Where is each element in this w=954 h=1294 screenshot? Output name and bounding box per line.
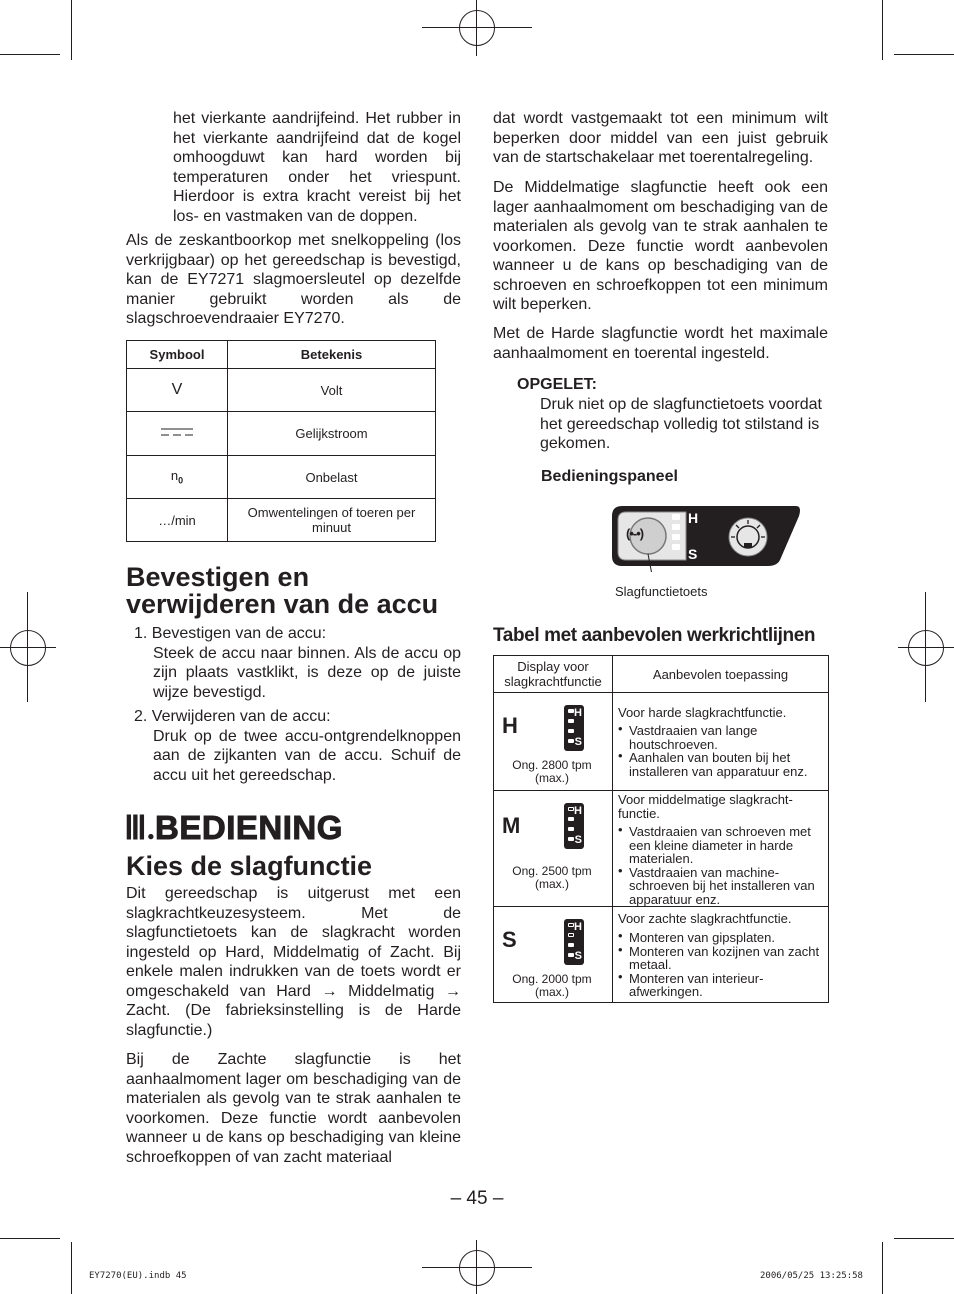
panel-h-label: H	[688, 510, 699, 526]
list-item: • Monteren van kozijnen van zacht metaal.	[618, 945, 822, 972]
table-row	[494, 907, 829, 1003]
panel-s-label: S	[688, 546, 698, 562]
list-item: • Vastdraaien van machine-schroeven bij het installeren van apparatuur enz.	[618, 866, 822, 907]
battery-step-2-label: 2. Verwijderen van de accu:	[134, 708, 331, 725]
page-number: – 45 –	[450, 1188, 504, 1209]
medium-paragraph: De Middelmatige slagfunctie heeft ook een lager aanhaalmoment om beschadiging van de materialen als gevolg van te strak aanhalen te voorkomen. Deze functie wordt aanbevolen wanneer u de kans op beschadiging van de schroeven en schroefkoppen tot een minimum wilt beperken.	[493, 179, 828, 313]
rec-display-h	[494, 693, 613, 791]
control-panel-illustration	[608, 500, 804, 572]
symbol-table-header-meaning: Betekenis	[228, 341, 436, 369]
function-button-icon[interactable]: (•-•)	[626, 526, 644, 541]
mode-letter-s: S	[502, 927, 517, 952]
section-title: BEDIENING	[155, 809, 343, 846]
soft-paragraph: Bij de Zachte slagfunctie is het aanhaalmoment lager om beschadiging van de materialen als gevolg van te strak aanhalen te voorkomen. Deze functie wordt aanbevolen wanneer u de kans op beschadiging van kleine schroefkoppen of van zacht materiaal	[126, 1051, 461, 1166]
led-indicator-s-icon: H S	[564, 919, 584, 965]
meaning-rpm: Omwentelingen of toeren per minuut	[228, 499, 436, 542]
symbol-n-subscript: 0	[178, 475, 184, 486]
symbol-table-header-symbol: Symbool	[127, 341, 228, 369]
hex-paragraph: Als de zeskantboorkop met snelkoppeling (los verkrijgbaar) op het gereedschap is bevestigd, kan de EY7271 slagmoersleutel op dezelfde manier gebruikt worden als de slagschroevendraaier EY7270.	[126, 232, 461, 327]
battery-heading: Bevestigen en verwijderen van de accu	[126, 562, 439, 619]
registration-mark-right	[908, 630, 944, 666]
hard-paragraph: Met de Harde slagfunctie wordt het maximale aanhaalmoment en toerental ingesteld.	[493, 325, 828, 362]
rec-desc-s: Voor zachte slagkrachtfunctie.	[618, 911, 792, 926]
led-indicator-m-icon: H S	[564, 803, 584, 849]
section-number: Ⅲ.	[124, 811, 156, 847]
speed-s: Ong. 2000 tpm (max.)	[512, 972, 592, 999]
meaning-no-load: Onbelast	[228, 456, 436, 499]
table-row	[127, 456, 436, 499]
symbol-volt: V	[127, 369, 228, 412]
table-row	[494, 791, 829, 907]
footer-timestamp: 2006/05/25 13:25:58	[760, 1271, 863, 1281]
table-row	[127, 499, 436, 542]
registration-mark-bottom	[459, 1250, 495, 1286]
table-row	[127, 369, 436, 412]
meaning-dc: Gelijkstroom	[228, 412, 436, 456]
rec-header-display: Display voor slagkrachtfunctie	[494, 656, 613, 693]
subsection-title: Kies de slagfunctie	[126, 851, 373, 881]
dc-symbol-icon	[127, 412, 228, 456]
table-title: Tabel met aanbevolen werkrichtlijnen	[493, 625, 816, 646]
symbol-no-load	[127, 456, 228, 499]
list-item: • Aanhalen van bouten bij het installeren van apparatuur enz.	[618, 751, 822, 778]
battery-step-1-text: Steek de accu naar binnen. Als de accu op zijn plaats vastklikt, is deze op de juiste wijze bevestigd.	[153, 644, 461, 701]
caution-label: OPGELET:	[517, 376, 598, 393]
rec-header-application: Aanbevolen toepassing	[613, 656, 829, 693]
table-row	[127, 412, 436, 456]
section-heading	[124, 810, 343, 847]
footer-file: EY7270(EU).indb 45	[89, 1271, 187, 1281]
registration-mark-left	[10, 630, 46, 666]
symbol-rpm: …/min	[127, 499, 228, 542]
rec-list-s	[618, 931, 822, 999]
rec-display-m	[494, 791, 613, 907]
rec-application-m	[613, 791, 829, 907]
battery-step-2	[134, 707, 461, 785]
function-paragraph: Dit gereedschap is uitgerust met een slagkrachtkeuzesysteem. Met de slagfunctietoets kan de slagkracht worden ingesteld op Hard, Middelmatig of Zacht. Bij enkele malen indrukken van de toets wordt er omgeschakeld van Hard → Middelmatig → Zacht. (De fabrieksinstelling is de Harde slagfunctie.)	[126, 885, 461, 1039]
registration-mark-top	[459, 10, 495, 46]
rec-desc-h: Voor harde slagkrachtfunctie.	[618, 705, 787, 720]
rec-desc-m: Voor middelmatige slagkracht-functie.	[618, 792, 793, 821]
battery-step-1-label: 1. Bevestigen van de accu:	[134, 625, 327, 642]
intro-paragraph: het vierkante aandrijfeind. Het rubber in het vierkante aandrijfeind dat de kogel omhoogduwt kan hard worden bij temperaturen onder het vriespunt. Hierdoor is extra kracht vereist bij het los- en vastmaken van de doppen.	[173, 110, 461, 225]
meaning-volt: Volt	[228, 369, 436, 412]
symbol-table	[126, 340, 436, 542]
speed-h: Ong. 2800 tpm (max.)	[512, 758, 592, 785]
rec-application-h	[613, 693, 829, 791]
mode-letter-m: M	[502, 813, 521, 838]
panel-callout: Slagfunctietoets	[615, 584, 708, 599]
list-item: • Monteren van gipsplaten.	[618, 931, 822, 945]
rec-display-s	[494, 907, 613, 1003]
mode-letter-h: H	[502, 713, 518, 738]
speed-m: Ong. 2500 tpm (max.)	[512, 864, 592, 891]
rec-list-m	[618, 825, 822, 906]
led-indicator-h-icon: H S	[564, 705, 584, 751]
list-item: • Vastdraaien van schroeven met een kleine diameter in harde materialen.	[618, 825, 822, 866]
battery-step-2-text: Druk op de twee accu-ontgrendelknoppen aan de zijkanten van de accu. Schuif de accu uit het gereedschap.	[153, 727, 461, 784]
list-item: • Monteren van interieur-afwerkingen.	[618, 972, 822, 999]
rec-list-h	[618, 724, 822, 778]
battery-step-1	[134, 624, 461, 702]
table-row	[494, 693, 829, 791]
symbol-n: n	[170, 468, 179, 484]
caution-text: Druk niet op de slagfunctietoets voordat het gereedschap volledig tot stilstand is gekomen.	[540, 396, 822, 452]
rec-application-s	[613, 907, 829, 1003]
panel-label: Bedieningspaneel	[541, 468, 678, 485]
recommendation-table	[493, 655, 829, 1003]
list-item: • Vastdraaien van lange houtschroeven.	[618, 724, 822, 751]
continue-paragraph: dat wordt vastgemaakt tot een minimum wilt beperken door middel van een juist gebruik van de startschakelaar met toerentalregeling.	[493, 110, 828, 166]
